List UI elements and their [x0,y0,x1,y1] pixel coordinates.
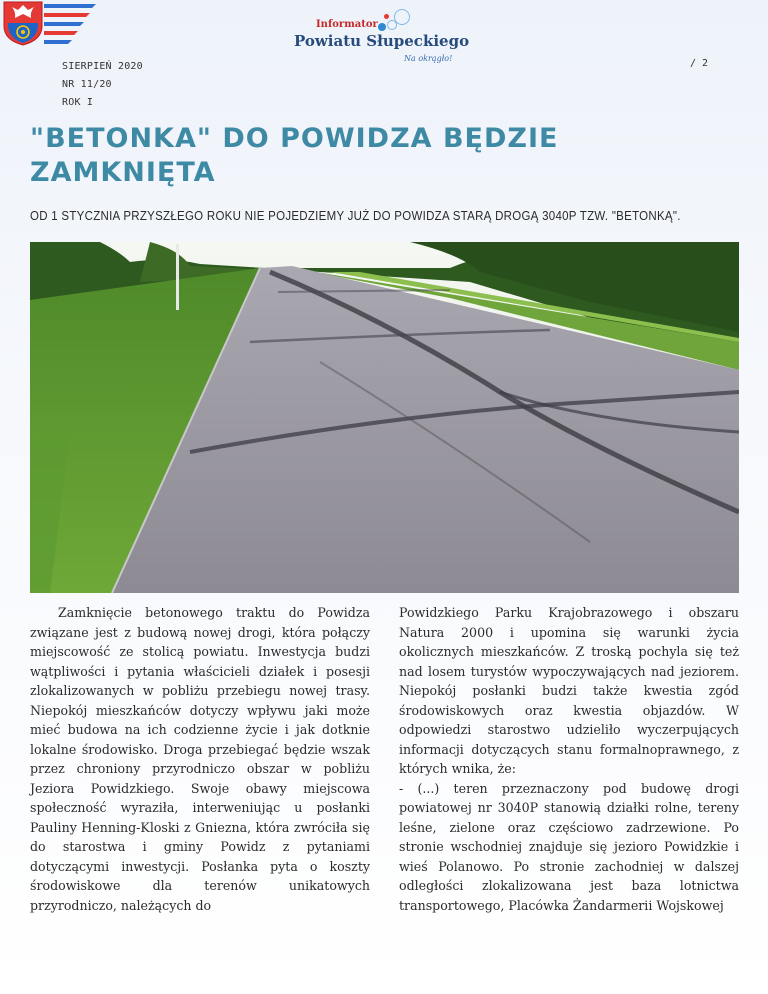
bubble-icon [384,14,389,19]
issue-year: ROK I [62,97,94,108]
masthead-title: Powiatu Słupeckiego [294,32,470,50]
article-photo [30,242,739,593]
header-stripes [44,4,96,44]
article-lead: OD 1 STYCZNIA PRZYSZŁEGO ROKU NIE POJEDZIEMY JUŻ DO POWIDZA STARĄ DROGĄ 3040P TZW. "BETONKĄ". [30,209,681,223]
issue-meta [62,58,143,112]
masthead-informator: Informator [316,19,378,30]
bubble-icon [378,23,386,31]
article-column-left [30,603,370,915]
article-headline: "BETONKA" DO POWIDZA BĘDZIE ZAMKNIĘTA [30,123,559,188]
bubble-icon [394,9,410,25]
red-blue-stripes-icon [44,4,96,44]
article-paragraph: - (...) teren przeznaczony pod budowę drogi powiatowej nr 3040P stanowią działki rolne, tereny leśne, zielone oraz częściowo zadrzewione. Po stronie wschodniej znajduje się jezioro Powidzkie i wieś Polanowo. Po stronie zachodniej w dalszej odległości zlokalizowana jest baza lotnictwa transportowego, Placówka Żandarmerii Wojskowej [399,780,739,913]
masthead-tagline: Na okrągło! [404,54,453,63]
county-coat-of-arms-icon [2,0,44,46]
article-paragraph: Powidzkiego Parku Krajobrazowego i obszaru Natura 2000 i upomina się warunki życia okolicznych mieszkańców. Z troską pochyla się też nad losem turystów wypoczywających nad jeziorem. Niepokój posłanki budzi także kwestia zgód środowiskowych oraz kwestia objazdów. W odpowiedzi starostwo udzieliło wyczerpujących informacji dotyczących stanu formalnoprawnego, z których wnika, że: [399,605,739,776]
page-number: / 2 [690,58,709,69]
county-crest [2,0,44,46]
article-paragraph: Zamknięcie betonowego traktu do Powidza związane jest z budową nowej drogi, która połączy miejscowość ze stolicą powiatu. Inwestycja budzi wątpliwości i pytania właścicieli działek i posesji zlokalizowanych w pobliżu przebiegu nowej trasy. Niepokój mieszkańców dotyczy wpływu jaki może mieć budowa na ich codzienne życie i jak dotknie lokalne środowisko. Droga przebiegać będzie wszak przez chroniony przyrodniczo obszar w pobliżu Jeziora Powidzkiego. Swoje obawy miejscowa społeczność wyraziła, interweniując u posłanki Pauliny Henning-Kloski z Gniezna, która zwróciła się do starostwa i gminy Powidz z pytaniami dotyczącymi inwestycji. Posłanka pyta o koszty środowiskowe dla terenów unikatowych przyrodniczo, należących do [30,605,370,913]
concrete-road-photo [30,242,739,593]
issue-date: SIERPIEŃ 2020 [62,61,143,72]
article-column-right [399,603,739,915]
masthead [280,6,500,68]
issue-number: NR 11/20 [62,79,112,90]
